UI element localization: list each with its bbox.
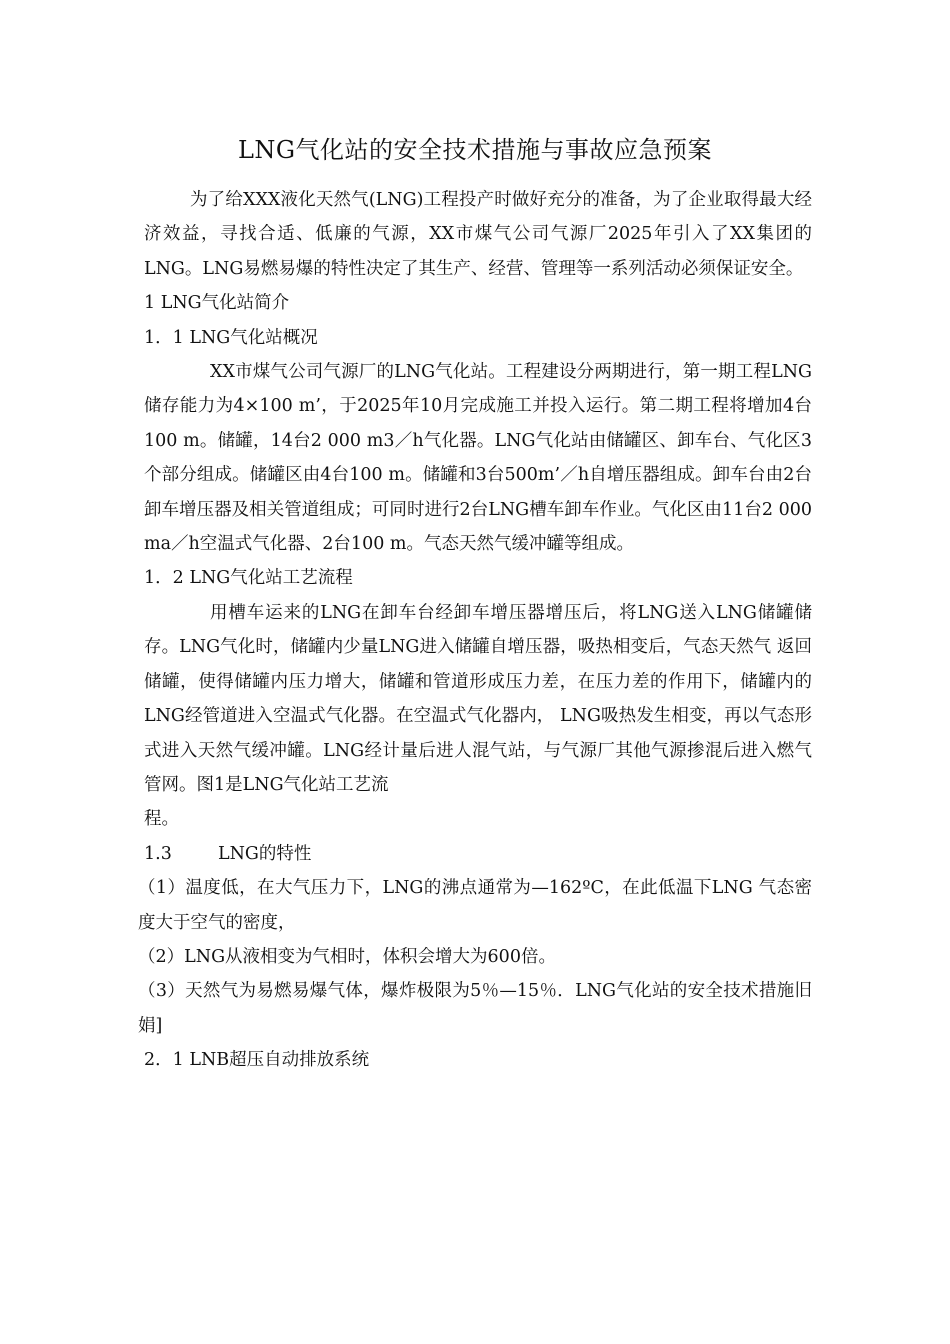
section-1-1-paragraph: XX市煤气公司气源厂的LNG气化站。工程建设分两期进行，第一期工程LNG储存能力为4×100 m’，于2025年10月完成施工并投入运行。第二期工程将增加4台100 m。储罐，14台2 000 m3／h气化器。LNG气化站由储罐区、卸车台、气化区3个部分组成。储罐区由4台100 m。储罐和3台500m’／h自增压器组成。卸车台由2台卸车增压器及相关管道组成；可同时进行2台LNG槽车卸车作业。气化区由11台2 000 ma／h空温式气化器、2台100 m。气态天然气缓冲罐等组成。	[144, 362, 812, 555]
property-item-1: （1）温度低，在大气压力下，LNG的沸点通常为—162ºC，在此低温下LNG 气态密度大于空气的密度，	[138, 878, 812, 933]
section-1-heading: 1 LNG气化站简介	[144, 293, 290, 314]
intro-paragraph: 为了给XXX液化天然气(LNG)工程投产时做好充分的准备，为了企业取得最大经济效益，寻找合适、低廉的气源，XX市煤气公司气源厂2025年引入了XX集团的LNG。LNG易燃易爆的特性决定了其生产、经营、管理等一系列活动必须保证安全。	[144, 190, 812, 279]
section-1-1-heading: 1．1 LNG气化站概况	[144, 327, 318, 348]
property-item-2: （2）LNG从液相变为气相时，体积会增大为600倍。	[138, 946, 556, 967]
document-title: LNG气化站的安全技术措施与事故应急预案	[237, 136, 713, 164]
property-item-3: （3）天然气为易燃易爆气体，爆炸极限为5％—15％．LNG气化站的安全技术措施旧娟]	[138, 981, 812, 1036]
section-1-3-heading	[144, 837, 812, 871]
section-1-2-heading: 1．2 LNG气化站工艺流程	[144, 568, 353, 589]
section-1-2-paragraph: 用槽车运来的LNG在卸车台经卸车增压器增压后，将LNG送入LNG储罐储存。LNG气化时，储罐内少量LNG进入储罐自增压器，吸热相变后，气态天然气 返回储罐，使得储罐内压力增大，储罐和管道形成压力差，在压力差的作用下，储罐内的LNG经管道进入空温式气化器。在空温式气化器内， LNG吸热发生相变，再以气态形式进入天然气缓冲罐。LNG经计量后进人混气站，与气源厂其他气源掺混后进入燃气管网。图1是LNG气化站工艺流	[144, 602, 812, 795]
section-1-2-paragraph-tail: 程。	[144, 809, 179, 830]
section-1-3-number: 1.3	[144, 843, 172, 864]
section-2-1-heading: 2．1 LNB超压自动排放系统	[144, 1050, 370, 1071]
document-body	[138, 183, 812, 1078]
section-1-3-title: LNG的特性	[218, 843, 312, 864]
